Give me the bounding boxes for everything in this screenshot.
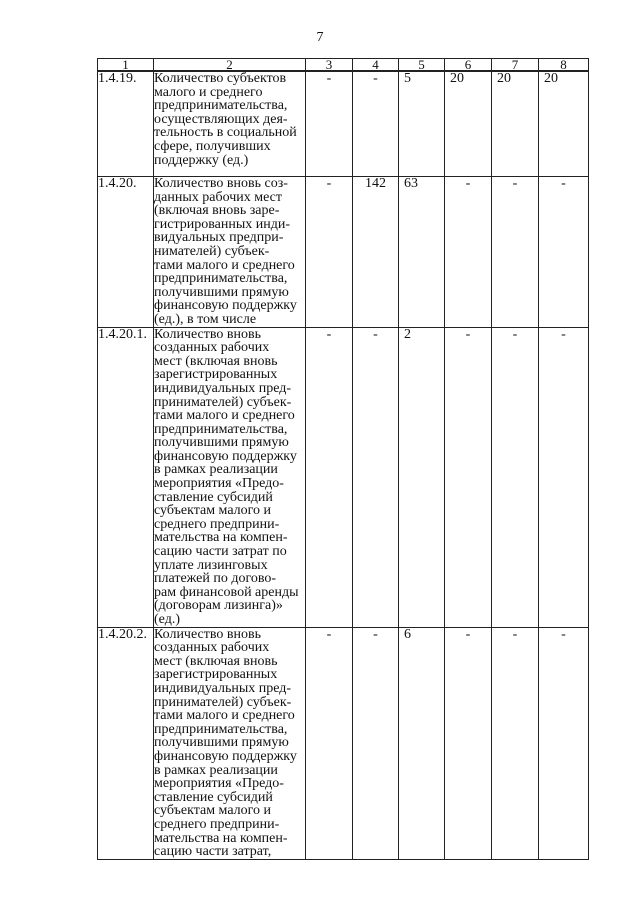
indicator-name-line: в рамках реализации [154, 462, 278, 478]
row-number: 1.4.19. [98, 71, 154, 177]
indicator-name-line: поддержку (ед.) [154, 152, 249, 168]
indicator-name-line: нимателей) субъек- [154, 243, 270, 259]
indicator-name-line: мест (включая вновь [154, 653, 278, 669]
indicator-name [154, 177, 306, 328]
indicator-name-line: зарегистрированных [154, 367, 278, 383]
value-col-3: - [306, 71, 353, 177]
column-header-2: 2 [154, 59, 306, 72]
value-col-6: - [445, 627, 492, 859]
value-col-4: - [353, 327, 399, 627]
indicator-name-line: предпринимательства, [154, 721, 288, 737]
indicator-name-line: мест (включая вновь [154, 353, 278, 369]
indicator-name-line: получившими прямую [154, 435, 289, 451]
indicator-name-line: в рамках реализации [154, 762, 278, 778]
value-col-5: 63 [399, 177, 445, 328]
indicator-name-line: субъектам малого и [154, 503, 272, 519]
indicator-name-line: получившими прямую [154, 735, 289, 751]
indicator-name-line: созданных рабочих [154, 640, 270, 656]
column-header-4: 4 [353, 59, 399, 72]
table-row [98, 327, 589, 627]
indicator-name-line: Количество вновь [154, 326, 261, 342]
indicator-name-line: тами малого и среднего [154, 257, 295, 273]
indicator-name-line: среднего предприни- [154, 816, 280, 832]
indicator-name [154, 627, 306, 859]
indicator-name-line: индивидуальных пред- [154, 680, 292, 696]
column-header-7: 7 [492, 59, 539, 72]
indicator-name-line: ставление субсидий [154, 489, 273, 505]
indicator-name-line: предпринимательства, [154, 271, 288, 287]
indicator-name-line: сфере, получивших [154, 138, 271, 154]
indicator-name-line: принимателей) субъек- [154, 694, 292, 710]
value-col-8: - [539, 627, 589, 859]
column-header-8: 8 [539, 59, 589, 72]
value-col-5: 5 [399, 71, 445, 177]
indicator-name-line: принимателей) субъек- [154, 394, 292, 410]
indicator-name-line: субъектам малого и [154, 803, 272, 819]
indicator-name-line: сацию части затрат, [154, 844, 272, 860]
value-col-6: - [445, 177, 492, 328]
indicator-name-line: гистрированных инди- [154, 216, 291, 232]
value-col-3: - [306, 627, 353, 859]
table-row [98, 627, 589, 859]
indicator-name-line: финансовую поддержку [154, 748, 297, 764]
column-header-1: 1 [98, 59, 154, 72]
indicators-table [97, 58, 589, 860]
value-col-6: 20 [445, 71, 492, 177]
indicator-name-line: видуальных предпри- [154, 230, 284, 246]
indicator-name [154, 71, 306, 177]
value-col-3: - [306, 327, 353, 627]
indicator-name-line: Количество субъектов [154, 71, 287, 86]
indicator-name-line: предпринимательства, [154, 98, 288, 114]
indicator-name-line: мероприятия «Предо- [154, 776, 284, 792]
indicator-name-line: (ед.), в том числе [154, 311, 257, 327]
table-row [98, 177, 589, 328]
indicator-name [154, 327, 306, 627]
value-col-4: 142 [353, 177, 399, 328]
value-col-8: - [539, 177, 589, 328]
indicator-name-line: данных рабочих мест [154, 189, 282, 205]
column-header-6: 6 [445, 59, 492, 72]
indicator-name-line: платежей по догово- [154, 571, 277, 587]
indicator-name-line: тами малого и среднего [154, 708, 295, 724]
indicator-name-line: (ед.) [154, 612, 180, 627]
indicator-name-line: мероприятия «Предо- [154, 476, 284, 492]
column-header-5: 5 [399, 59, 445, 72]
indicator-name-line: тельность в социальной [154, 125, 297, 141]
indicator-name-line: (включая вновь заре- [154, 203, 280, 219]
indicator-name-line: зарегистрированных [154, 667, 278, 683]
indicator-name-line: рам финансовой аренды [154, 584, 299, 600]
row-number: 1.4.20. [98, 177, 154, 328]
page-number: 7 [316, 30, 324, 45]
value-col-6: - [445, 327, 492, 627]
indicator-name-line: финансовую поддержку [154, 448, 297, 464]
value-col-8: - [539, 327, 589, 627]
indicator-name-line: Количество вновь соз- [154, 176, 288, 191]
indicator-name-line: осуществляющих дея- [154, 111, 288, 127]
indicator-name-line: среднего предприни- [154, 516, 280, 532]
indicator-name-line: созданных рабочих [154, 340, 270, 356]
row-number: 1.4.20.2. [98, 627, 154, 859]
indicator-name-line: финансовую поддержку [154, 298, 297, 314]
indicator-name-line: ставление субсидий [154, 789, 273, 805]
indicator-name-line: сацию части затрат по [154, 544, 287, 560]
value-col-7: - [492, 177, 539, 328]
table-row [98, 71, 589, 177]
indicator-name-line: индивидуальных пред- [154, 380, 292, 396]
value-col-4: - [353, 627, 399, 859]
indicator-name-line: малого и среднего [154, 84, 263, 100]
value-col-5: 6 [399, 627, 445, 859]
value-col-5: 2 [399, 327, 445, 627]
indicator-name-line: предпринимательства, [154, 421, 288, 437]
indicator-name-line: мательства на компен- [154, 830, 288, 846]
column-header-3: 3 [306, 59, 353, 72]
indicator-name-line: мательства на компен- [154, 530, 288, 546]
value-col-7: - [492, 627, 539, 859]
value-col-7: - [492, 327, 539, 627]
value-col-3: - [306, 177, 353, 328]
row-number: 1.4.20.1. [98, 327, 154, 627]
indicator-name-line: тами малого и среднего [154, 408, 295, 424]
value-col-8: 20 [539, 71, 589, 177]
table-header-row [98, 59, 589, 72]
value-col-4: - [353, 71, 399, 177]
indicator-name-line: Количество вновь [154, 626, 261, 642]
indicator-name-line: (договорам лизинга)» [154, 598, 283, 614]
indicator-name-line: уплате лизинговых [154, 557, 268, 573]
value-col-7: 20 [492, 71, 539, 177]
indicator-name-line: получившими прямую [154, 284, 289, 300]
